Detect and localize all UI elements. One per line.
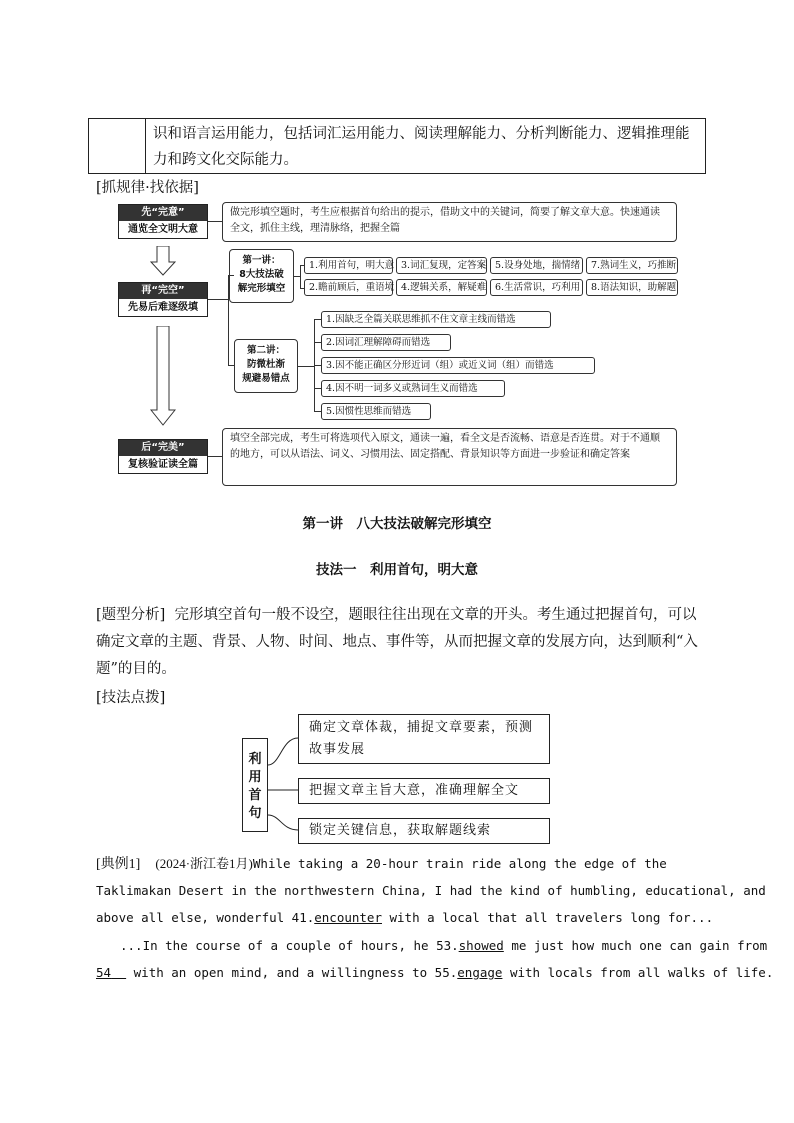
- mindmap-branch: 锁定关键信息，获取解题线索: [298, 818, 550, 844]
- example-text: above all else, wonderful 41.: [96, 910, 315, 925]
- example-line5: [96, 959, 774, 986]
- lecture2-item: 2.因词汇理解障碍而错选: [321, 334, 451, 351]
- step1-desc: 做完形填空题时，考生应根据首句给出的提示，借助文中的关键词，简要了解文章大意。快速通读全文，抓住主线，理清脉络，把握全篇: [222, 202, 677, 242]
- mindmap-center: [242, 738, 268, 832]
- step3-box: [118, 439, 208, 474]
- analysis-label: [题型分析]: [96, 607, 166, 623]
- step3-subtitle: 复核验证读全篇: [128, 459, 198, 470]
- mindmap-char: 利: [248, 752, 262, 767]
- example-label: [典例1]: [96, 857, 141, 872]
- example-line4: [120, 932, 768, 959]
- blank-55: engage: [457, 965, 503, 980]
- mindmap-branch: 确定文章体裁，捕捉文章要素，预测故事发展: [298, 714, 550, 764]
- example-text: with an open mind, and a willingness to 55.: [126, 965, 458, 980]
- connector: [300, 265, 301, 288]
- lecture2-line3: 规避易错点: [242, 373, 290, 384]
- step2-subtitle: 先易后难逐级填: [128, 302, 198, 313]
- mindmap-brackets: [268, 720, 300, 840]
- mindmap-char: 句: [248, 806, 262, 821]
- lecture2-item: 5.因惯性思维而错选: [321, 403, 431, 420]
- lecture1-line1: 第一讲：: [242, 255, 281, 266]
- connector: [208, 299, 228, 300]
- lecture1-item: 5.设身处地，揣情绪: [490, 257, 583, 274]
- lecture2-line1: 第二讲：: [246, 345, 285, 356]
- lecture2-item: 1.因缺乏全篇关联思维抓不住文章主线而错选: [321, 311, 551, 328]
- blank-41: encounter: [314, 910, 382, 925]
- example-text: me just how much one can gain from: [503, 938, 768, 953]
- example-line3: [96, 904, 714, 931]
- connector: [314, 388, 321, 389]
- step2-title: 再“完空”: [119, 283, 207, 299]
- example-text: While taking a 20-hour train ride along the edge of the: [252, 856, 667, 871]
- analysis-text: 完形填空首句一般不设空，题眼往往出现在文章的开头。考生通过把握首句，可以确定文章的主题、背景、人物、时间、地点、事件等，从而把握文章的发展方向，达到顺利“入题”的目的。: [96, 607, 698, 677]
- lecture1-item: 2.瞻前顾后，重语境: [304, 279, 393, 296]
- mindmap-char: 首: [248, 788, 262, 803]
- lecture1-item: 7.熟词生义，巧推断: [586, 257, 678, 274]
- example-text: with a local that all travelers long for...: [381, 910, 714, 925]
- lecture1-item: 1.利用首句，明大意: [304, 257, 393, 274]
- connector: [208, 221, 222, 222]
- mindmap-branch: 把握文章主旨大意，准确理解全文: [298, 778, 550, 804]
- step3-desc: 填空全部完成，考生可将选项代入原文，通读一遍，看全文是否流畅、语意是否连贯。对于不通顺的地方，可以从语法、词义、习惯用法、固定搭配、背景知识等方面进一步验证和确定答案: [222, 428, 677, 486]
- example-line2: Taklimakan Desert in the northwestern China, I had the kind of humbling, educational, and: [96, 883, 766, 898]
- lecture2-item: 4.因不明一词多义或熟词生义而错选: [321, 380, 505, 397]
- lecture1-item: 3.词汇复现，定答案: [396, 257, 487, 274]
- step1-title: 先“完意”: [119, 205, 207, 221]
- down-arrow-icon: [150, 326, 176, 426]
- step3-title: 后“完美”: [119, 440, 207, 456]
- example-text: with locals from all walks of life.: [502, 965, 774, 980]
- method-title: 技法一 利用首句，明大意: [316, 562, 478, 578]
- blank-54: [96, 965, 126, 980]
- section-label-rules: [抓规律·找依据]: [96, 180, 199, 196]
- blank-54-number: 54: [96, 965, 112, 980]
- mindmap-char: 用: [248, 770, 262, 785]
- step2-box: [118, 282, 208, 317]
- analysis-paragraph: [96, 602, 704, 683]
- step1-box: [118, 204, 208, 239]
- connector: [314, 342, 321, 343]
- section-label-tips: [技法点拨]: [96, 690, 166, 706]
- blank-53: showed: [458, 938, 504, 953]
- table-text: 识和语言运用能力，包括词汇运用能力、阅读理解能力、分析判断能力、逻辑推理能力和跨文化交际能力。: [153, 126, 690, 168]
- connector: [208, 456, 222, 457]
- top-table: [88, 118, 706, 174]
- example-text: ...In the course of a couple of hours, he 53.: [120, 938, 459, 953]
- down-arrow-icon: [150, 246, 176, 276]
- lecture1-item: 6.生活常识，巧利用: [490, 279, 583, 296]
- lecture2-line2: 防微杜渐: [246, 359, 285, 370]
- lecture1-box: [229, 249, 294, 303]
- connector: [314, 365, 321, 366]
- connector: [298, 366, 314, 367]
- lecture-title: 第一讲 八大技法破解完形填空: [302, 516, 492, 532]
- lecture1-item: 4.逻辑关系，解疑难: [396, 279, 487, 296]
- lecture1-line2: 8大技法破: [239, 269, 284, 280]
- connector: [314, 319, 321, 320]
- lecture2-box: [234, 339, 298, 393]
- example-line1: [96, 850, 706, 878]
- step1-subtitle: 通览全文明大意: [128, 224, 198, 235]
- table-left-cell: [89, 119, 146, 173]
- lecture1-item: 8.语法知识，助解题: [586, 279, 678, 296]
- lecture2-item: 3.因不能正确区分形近词（组）或近义词（组）而错选: [321, 357, 595, 374]
- example-source: (2024·浙江卷1月): [155, 856, 253, 871]
- connector: [314, 411, 321, 412]
- lecture1-line3: 解完形填空: [237, 283, 286, 294]
